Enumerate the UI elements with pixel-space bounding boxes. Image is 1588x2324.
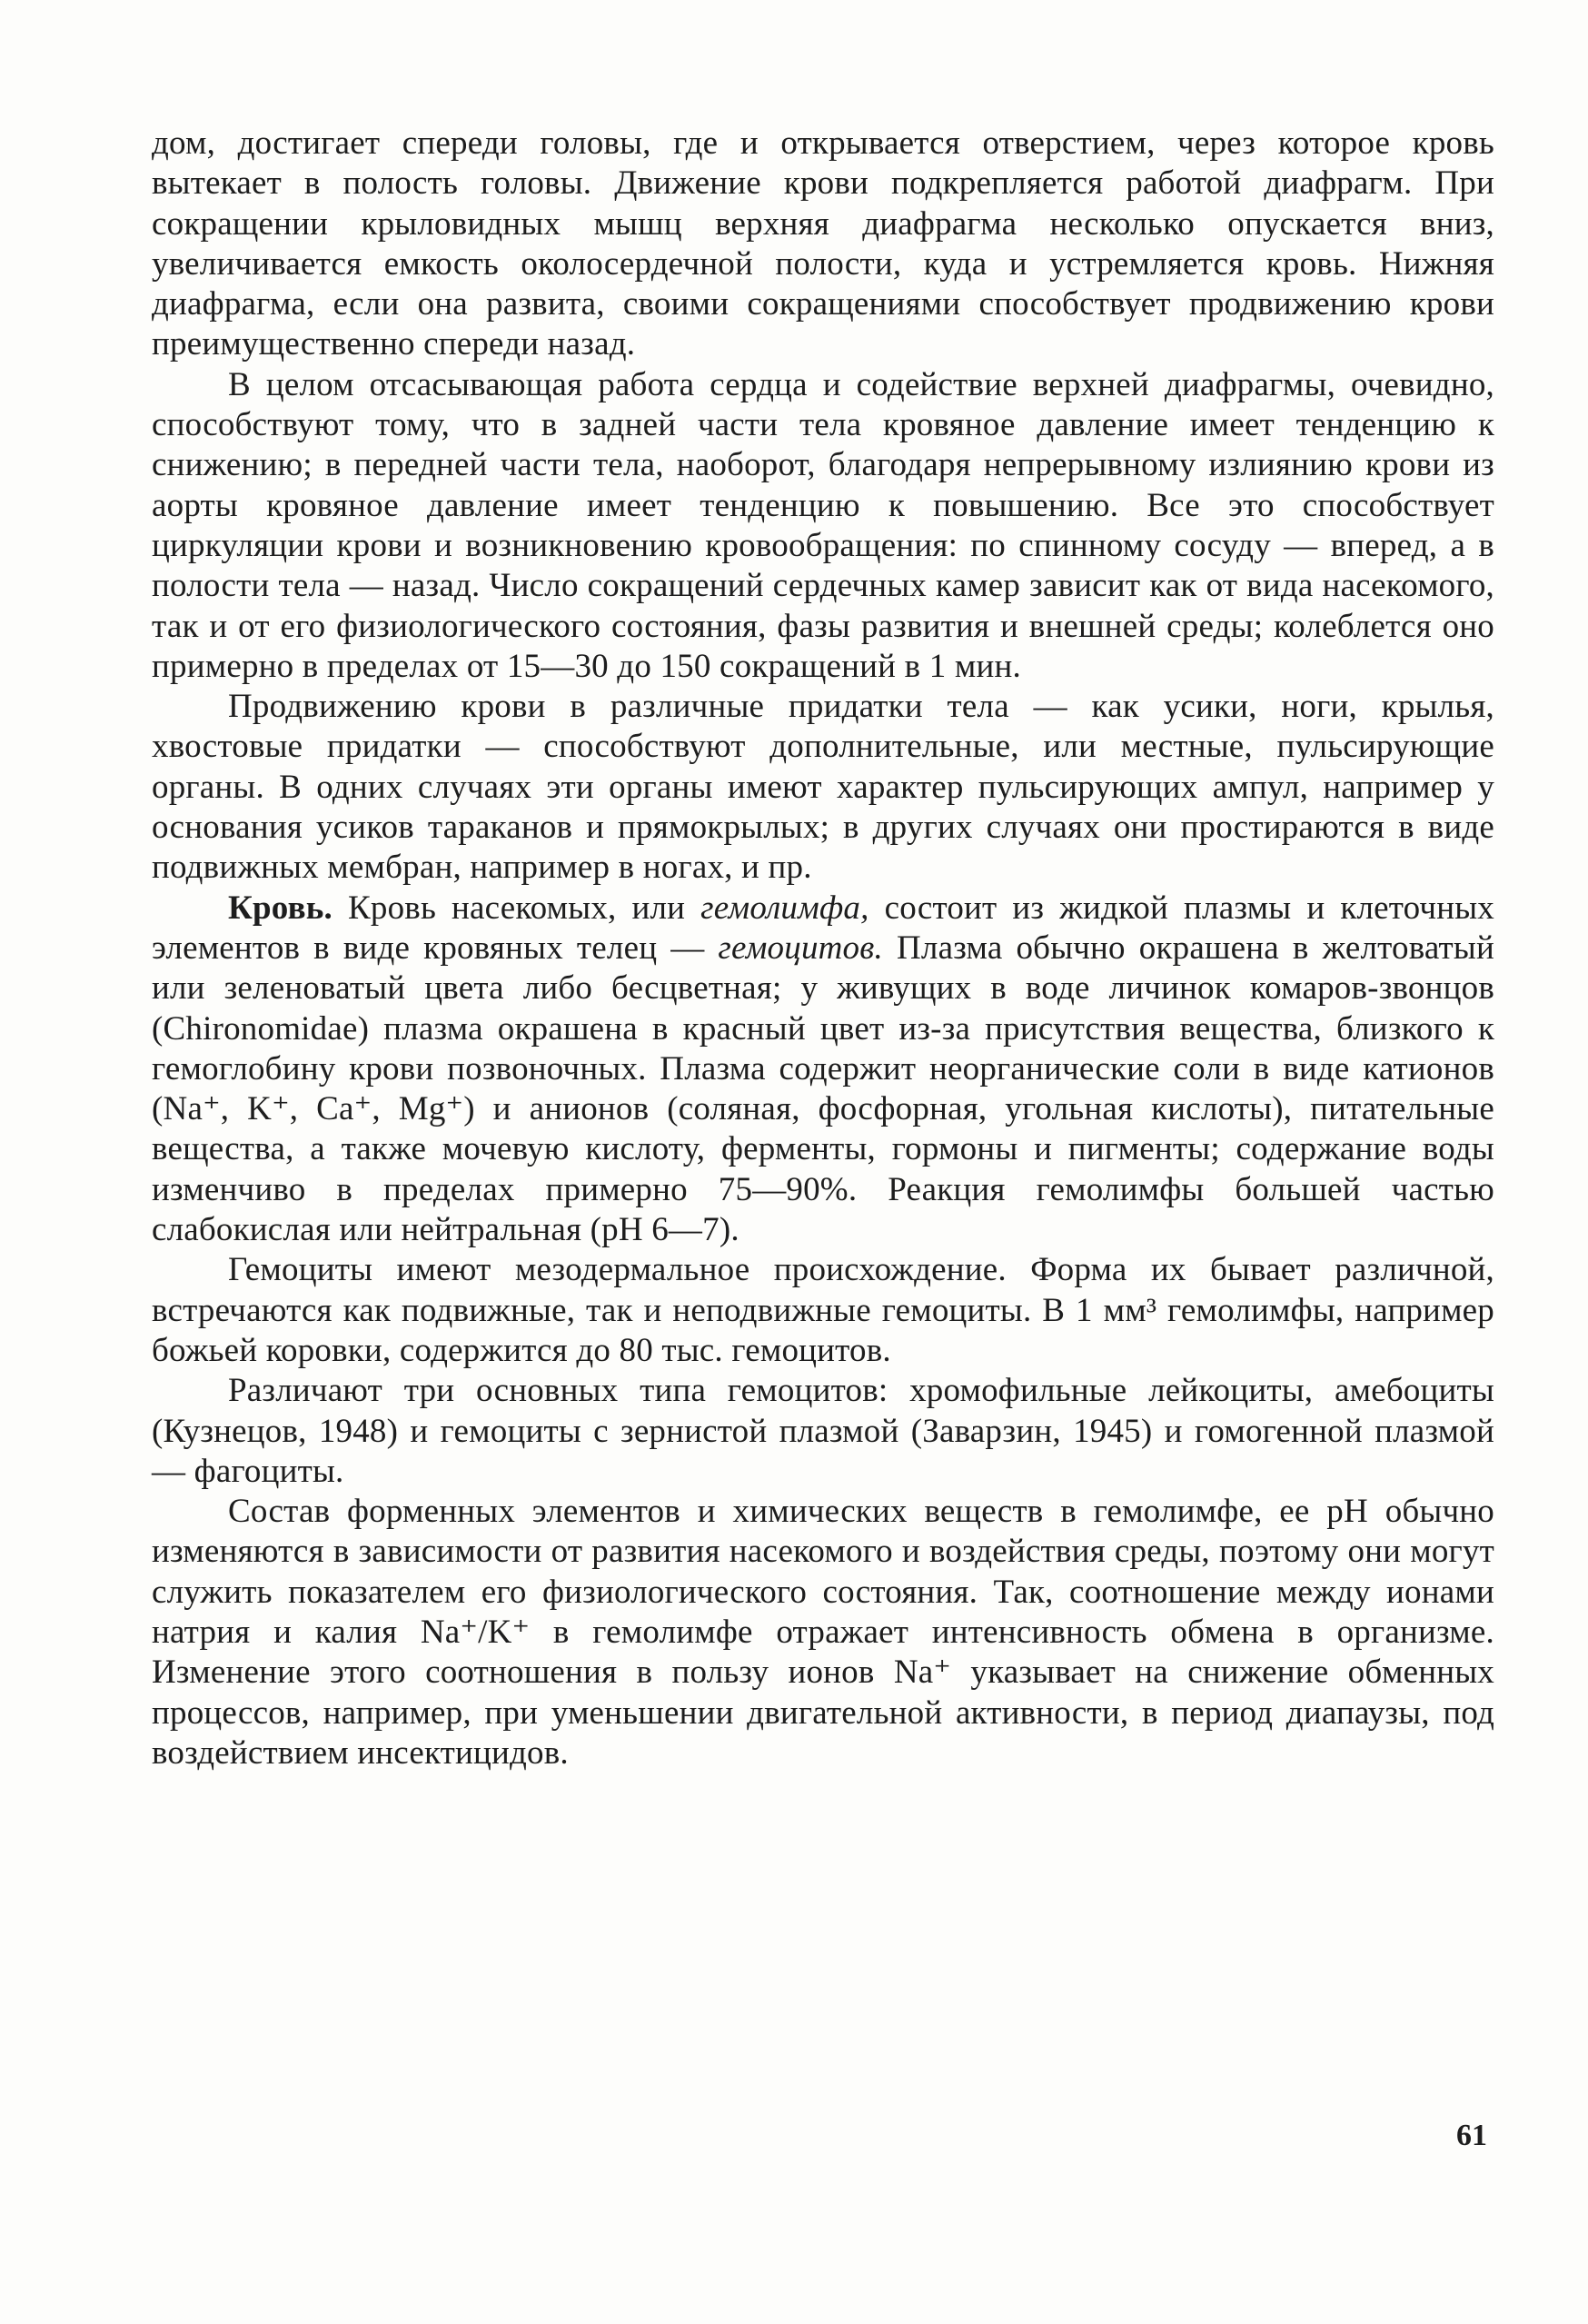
paragraph-5: Гемоциты имеют мезодермальное происхождение. Форма их бывает различной, встречаются как подвижные, так и неподвижные гемоциты. В 1 мм³ гемолимфы, например божьей коровки, содержится до 80 тыс. гемоцитов. xyxy=(152,1251,1494,1369)
paragraph-2: В целом отсасывающая работа сердца и содействие верхней диафрагмы, очевидно, способствуют тому, что в задней части тела кровяное давление имеет тенденцию к снижению; в передней части тела, наоборот, благодаря непрерывному излиянию крови из аорты кровяное давление имеет тенденцию к повышению. Все это способствует циркуляции крови и возникновению кровообращения: по спинному сосуду — вперед, а в полости тела — назад. Число сокращений сердечных камер зависит как от вида насекомого, так и от его физиологического состояния, фазы развития и внешней среды; колеблется оно примерно в пределах от 15—30 до 150 сокращений в 1 мин. xyxy=(152,365,1494,685)
paragraph-3: Продвижению крови в различные придатки тела — как усики, ноги, крылья, хвостовые придатки — способствуют дополнительные, или местные, пульсирующие органы. В одних случаях эти органы имеют характер пульсирующих ампул, например у основания усиков тараканов и прямокрылых; в других случаях они простираются в виде подвижных мембран, например в ногах, и пр. xyxy=(152,688,1494,887)
paragraph-6: Различают три основных типа гемоцитов: хромофильные лейкоциты, амебоциты (Кузнецов, 1948) и гемоциты с зернистой плазмой (Заварзин, 1945) и гомогенной плазмой — фагоциты. xyxy=(152,1372,1494,1490)
blood-text-3: Плазма обычно окрашена в желтоватый или зеленоватый цвета либо бесцветная; у живущих в воде личинок комаров-звонцов (Chironomidae) плазма окрашена в красный цвет из-за присутствия вещества, близкого к гемоглобину крови позвоночных. Плазма содержит неорганические соли в виде катионов (Na⁺, K⁺, Ca⁺, Mg⁺) и анионов (соляная, фосфорная, угольная кислоты), питательные вещества, а также мочевую кислоту, ферменты, гормоны и пигменты; содержание воды изменчиво в пределах примерно 75—90%. Реакция гемолимфы большей частью слабокислая или нейтральная (pH 6—7). xyxy=(152,929,1494,1249)
paragraph-7: Состав форменных элементов и химических веществ в гемолимфе, ее pH обычно изменяются в зависимости от развития насекомого и воздействия среды, поэтому они могут служить показателем его физиологического состояния. Так, соотношение между ионами натрия и калия Na⁺/K⁺ в гемолимфе отражает интенсивность обмена в организме. Изменение этого соотношения в пользу ионов Na⁺ указывает на снижение обменных процессов, например, при уменьшении двигательной активности, в период диапаузы, под воздействием инсектицидов. xyxy=(152,1493,1494,1772)
term-hemolymph: гемолимфа, xyxy=(700,889,869,927)
blood-text-2: состоит из жидкой плазмы и клеточных элементов в виде кровяных телец — xyxy=(152,889,1494,967)
blood-text-1: Кровь насекомых, или xyxy=(332,889,701,927)
paragraph-1: дом, достигает спереди головы, где и открывается отверстием, через которое кровь вытекает в полость головы. Движение крови подкрепляется работой диафрагм. При сокращении крыловидных мышц верхняя диафрагма несколько опускается вниз, увеличивается емкость околосердечной полости, куда и устремляется кровь. Нижняя диафрагма, если она развита, своими сокращениями способствует продвижению крови преимущественно спереди назад. xyxy=(152,124,1494,363)
section-heading-blood: Кровь. xyxy=(228,889,332,927)
term-hemocytes: гемоцитов. xyxy=(718,929,883,967)
page-number: 61 xyxy=(1456,2119,1487,2152)
paragraph-blood xyxy=(152,889,1494,1251)
main-text xyxy=(152,124,1494,1773)
